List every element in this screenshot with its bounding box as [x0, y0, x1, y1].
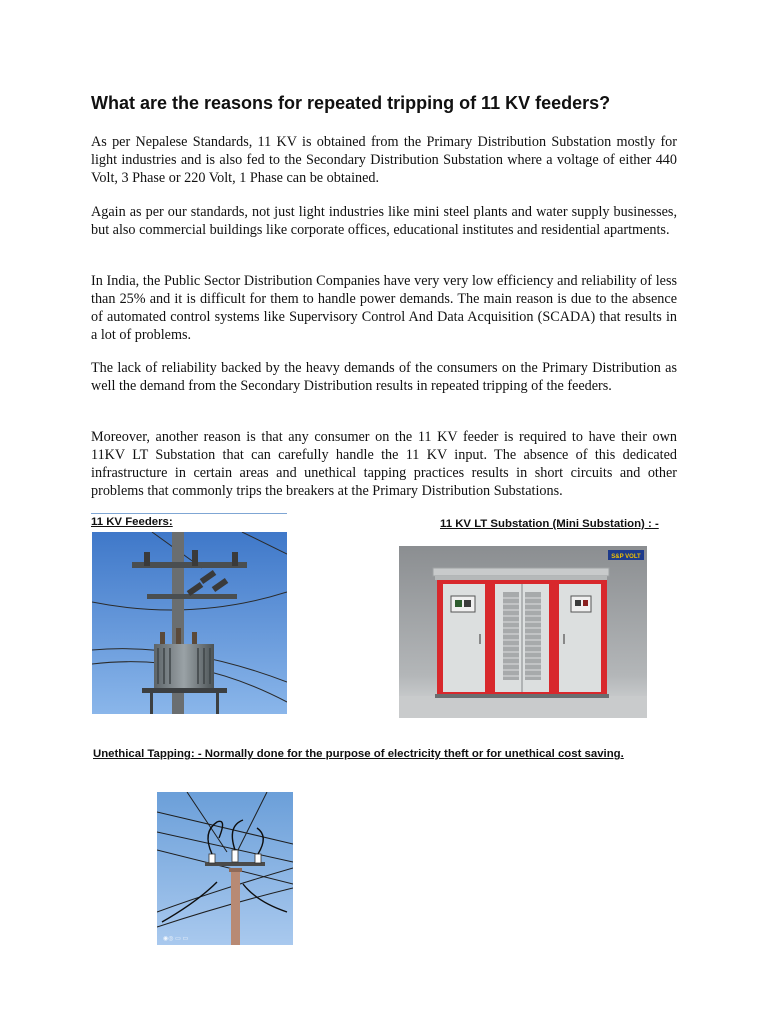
- page-title: What are the reasons for repeated tripping of 11 KV feeders?: [91, 93, 611, 113]
- svg-text:◉◎ ▭ ▭: ◉◎ ▭ ▭: [163, 936, 189, 942]
- paragraph-consumer-types: Again as per our standards, not just light industries like mini steel plants and water supply businesses, but also commercial buildings like corporate offices, educational institutes and residential apartments.: [91, 204, 677, 238]
- paragraph-voltage-standards: As per Nepalese Standards, 11 KV is obtained from the Primary Distribution Substation mostly for light industries and is also fed to the Secondary Distribution Substation where a voltage of either 440 Volt, 3 Phase or 220 Volt, 1 Phase can be obtained.: [91, 134, 677, 186]
- paragraph-india-efficiency: In India, the Public Sector Distribution Companies have very very low efficiency and reliability of less than 25% and it is difficult for them to handle power demands. The main reason is due to the absence of automated control systems like Supervisory Control And Data Acquisition (SCADA) that results in a lot of problems.: [91, 273, 677, 343]
- tapping-caption: Unethical Tapping: - Normally done for the purpose of electricity theft or for unethical cost saving.: [93, 748, 624, 760]
- mini-substation-photo: [399, 546, 647, 718]
- paragraph-lt-substation: Moreover, another reason is that any consumer on the 11 KV feeder is required to have their own 11KV LT Substation that can carefully handle the 11 KV input. The absence of this dedicated infrastructure in certain areas and unethical tapping practices results in short circuits and other problems that commonly trips the breakers at the Primary Distribution Substations.: [91, 429, 677, 499]
- feeders-caption: 11 KV Feeders:: [91, 516, 173, 528]
- brand-logo-text: S&P VOLT: [611, 554, 641, 560]
- caption-rule: [91, 513, 287, 514]
- feeder-pole-photo: [92, 532, 287, 714]
- unethical-tapping-photo: [157, 792, 293, 945]
- substation-caption: 11 KV LT Substation (Mini Substation) : -: [440, 518, 659, 530]
- paragraph-reliability: The lack of reliability backed by the heavy demands of the consumers on the Primary Distribution as well the demand from the Secondary Distribution results in repeated tripping of the feeders.: [91, 360, 677, 394]
